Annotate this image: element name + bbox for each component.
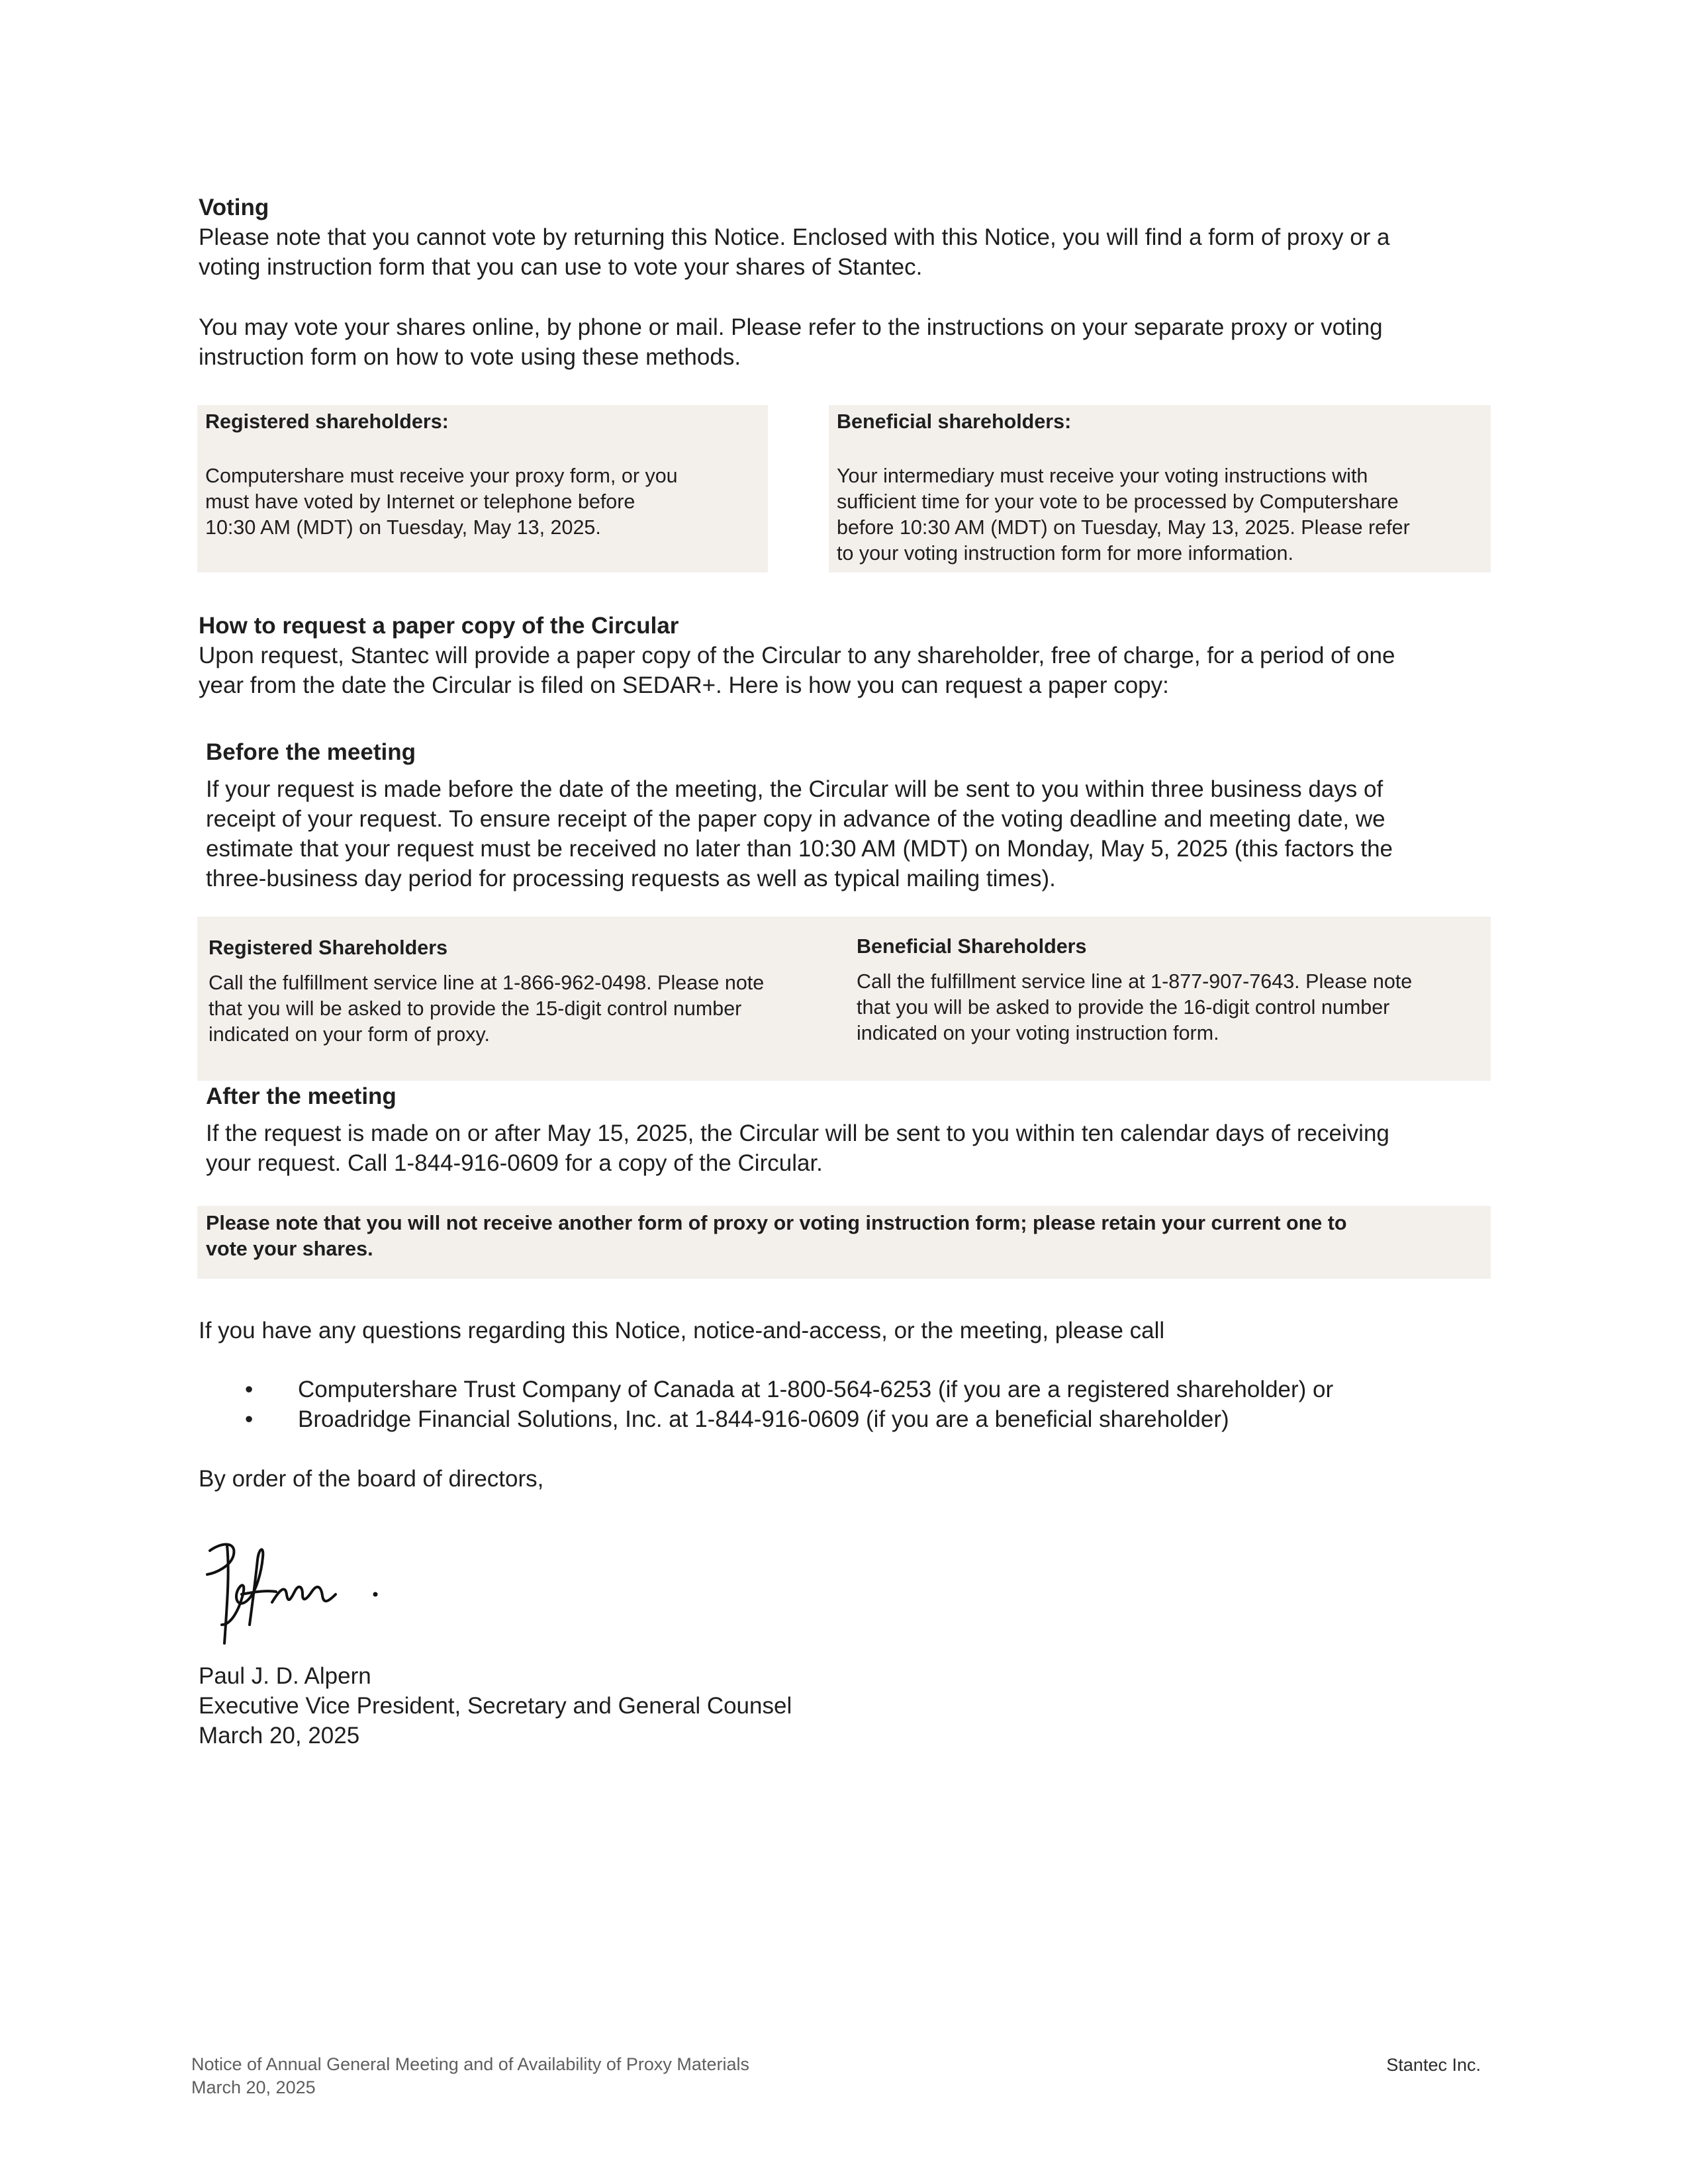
text-line: sufficient time for your vote to be processed by Computershare bbox=[837, 490, 1399, 513]
text-line: Upon request, Stantec will provide a paper copy of the Circular to any shareholder, free of charge, for a period of one bbox=[199, 643, 1395, 668]
beneficial-request-body bbox=[857, 969, 1412, 1046]
footer-left bbox=[191, 2053, 749, 2099]
bullet-icon: • bbox=[245, 1377, 254, 1402]
text-line: receipt of your request. To ensure receipt of the paper copy in advance of the voting deadline and meeting date, we bbox=[206, 806, 1385, 832]
text-line: If your request is made before the date of the meeting, the Circular will be sent to you within three business days of bbox=[206, 776, 1383, 802]
list-item-text: Broadridge Financial Solutions, Inc. at 1-844-916-0609 (if you are a beneficial shareholder) bbox=[298, 1406, 1229, 1432]
before-meeting-paragraph bbox=[206, 774, 1393, 893]
text-line: Your intermediary must receive your voting instructions with bbox=[837, 465, 1368, 487]
text-line: your request. Call 1-844-916-0609 for a copy of the Circular. bbox=[206, 1150, 823, 1176]
text-line: Call the fulfillment service line at 1-866-962-0498. Please note bbox=[209, 972, 765, 994]
text-line: Please note that you will not receive another form of proxy or voting instruction form; please retain your current one to bbox=[206, 1212, 1347, 1234]
text-line: Computershare must receive your proxy form, or you bbox=[205, 465, 678, 487]
request-paper-copy-box bbox=[197, 917, 1491, 1081]
after-meeting-heading: After the meeting bbox=[206, 1083, 397, 1109]
footer-doc-title: Notice of Annual General Meeting and of Availability of Proxy Materials bbox=[191, 2054, 749, 2074]
signoff-date: March 20, 2025 bbox=[199, 1723, 360, 1749]
registered-shareholders-voting-box bbox=[197, 405, 768, 572]
paper-copy-heading: How to request a paper copy of the Circular bbox=[199, 613, 679, 639]
text-line: Please note that you cannot vote by returning this Notice. Enclosed with this Notice, you will find a form of proxy or a bbox=[199, 224, 1390, 250]
voting-paragraph-1 bbox=[199, 222, 1390, 282]
questions-intro: If you have any questions regarding this Notice, notice-and-access, or the meeting, please call bbox=[199, 1318, 1165, 1343]
box-title: Registered shareholders: bbox=[205, 410, 449, 433]
paper-copy-intro bbox=[199, 641, 1395, 700]
text-line: to your voting instruction form for more information. bbox=[837, 542, 1293, 565]
text-line: indicated on your voting instruction form. bbox=[857, 1022, 1219, 1044]
note-text bbox=[206, 1210, 1347, 1262]
text-line: before 10:30 AM (MDT) on Tuesday, May 13, 2025. Please refer bbox=[837, 516, 1410, 539]
signatory-title: Executive Vice President, Secretary and General Counsel bbox=[199, 1693, 792, 1719]
text-line: 10:30 AM (MDT) on Tuesday, May 13, 2025. bbox=[205, 516, 601, 539]
voting-heading: Voting bbox=[199, 195, 269, 220]
text-line: indicated on your form of proxy. bbox=[209, 1023, 490, 1046]
signatory-block bbox=[199, 1661, 792, 1751]
footer-doc-date: March 20, 2025 bbox=[191, 2077, 316, 2097]
before-meeting-heading: Before the meeting bbox=[206, 739, 416, 765]
box-body bbox=[837, 463, 1410, 567]
box-title: Beneficial shareholders: bbox=[837, 410, 1072, 433]
bullet-icon: • bbox=[245, 1406, 254, 1432]
text-line: that you will be asked to provide the 15-digit control number bbox=[209, 997, 742, 1020]
text-line: You may vote your shares online, by phone or mail. Please refer to the instructions on your separate proxy or voting bbox=[199, 314, 1383, 340]
text-line: that you will be asked to provide the 16-digit control number bbox=[857, 996, 1390, 1019]
text-line: year from the date the Circular is filed on SEDAR+. Here is how you can request a paper copy: bbox=[199, 672, 1169, 698]
text-line: If the request is made on or after May 15, 2025, the Circular will be sent to you within ten calendar days of receiving bbox=[206, 1120, 1389, 1146]
text-line: estimate that your request must be received no later than 10:30 AM (MDT) on Monday, May 5, 2025 (this factors the bbox=[206, 836, 1393, 862]
text-line: vote your shares. bbox=[206, 1238, 373, 1260]
registered-request-title: Registered Shareholders bbox=[209, 936, 448, 959]
retain-form-note-box bbox=[197, 1206, 1491, 1279]
registered-request-body bbox=[209, 970, 764, 1048]
text-line: Call the fulfillment service line at 1-877-907-7643. Please note bbox=[857, 970, 1413, 993]
footer-company: Stantec Inc. bbox=[1386, 2055, 1481, 2075]
text-line: instruction form on how to vote using these methods. bbox=[199, 344, 741, 370]
text-line: three-business day period for processing requests as well as typical mailing times). bbox=[206, 866, 1056, 891]
beneficial-shareholders-voting-box bbox=[829, 405, 1491, 572]
list-item bbox=[245, 1375, 1333, 1404]
box-body bbox=[205, 463, 678, 541]
signatory-name: Paul J. D. Alpern bbox=[199, 1663, 371, 1689]
signature-image bbox=[202, 1525, 394, 1651]
text-line: voting instruction form that you can use to vote your shares of Stantec. bbox=[199, 254, 923, 280]
list-item-text: Computershare Trust Company of Canada at 1-800-564-6253 (if you are a registered shareholder) or bbox=[298, 1377, 1334, 1402]
by-order-text: By order of the board of directors, bbox=[199, 1466, 544, 1492]
text-line: must have voted by Internet or telephone before bbox=[205, 490, 635, 513]
beneficial-request-title: Beneficial Shareholders bbox=[857, 935, 1087, 958]
list-item bbox=[245, 1404, 1229, 1434]
after-meeting-paragraph bbox=[206, 1118, 1389, 1178]
voting-paragraph-2 bbox=[199, 312, 1383, 372]
